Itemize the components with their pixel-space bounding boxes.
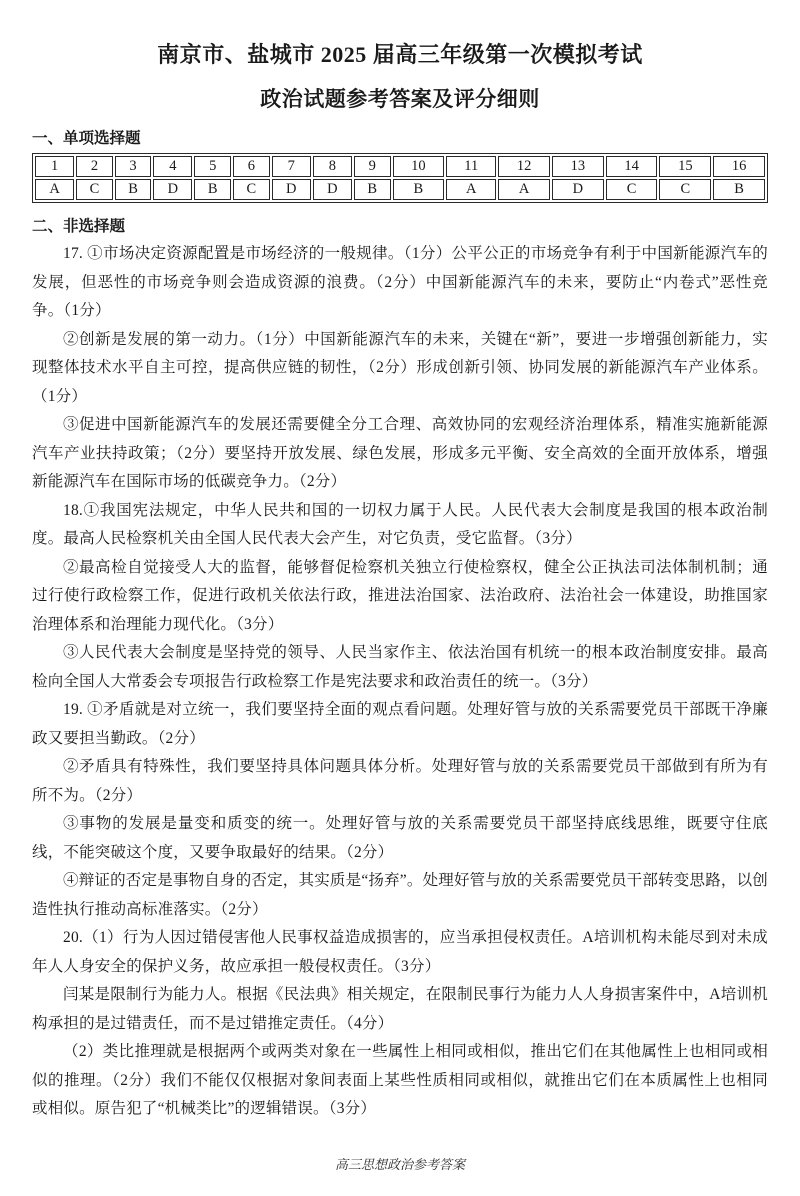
answer-table-answer-cell: A <box>446 179 496 200</box>
answer-table-number-cell: 3 <box>115 156 152 177</box>
answer-paragraph: ②最高检自觉接受人大的监督，能够督促检察机关独立行使检察权，健全公正执法司法体制机制；通过行使行政检察工作，促进行政机关依法行政，推进法治国家、法治政府、法治社会一体建设，助推国家治理体系和治理能力现代化。（3分） <box>32 558 768 633</box>
answer-table-number-row <box>35 156 765 177</box>
answer-table-number-cell: 13 <box>552 156 604 177</box>
answer-paragraph: ③事物的发展是量变和质变的统一。处理好管与放的关系需要党员干部坚持底线思维，既要守住底线，不能突破这个度，又要争取最好的结果。（2分） <box>32 815 768 861</box>
section-heading-free-response: 二、非选择题 <box>32 218 126 235</box>
answer-table-answer-cell: A <box>498 179 550 200</box>
answer-table-answer-cell: C <box>233 179 270 200</box>
answer-table-number-cell: 6 <box>233 156 270 177</box>
answer-paragraph: 18.①我国宪法规定，中华人民共和国的一切权力属于人民。人民代表大会制度是我国的根本政治制度。最高人民检察机关由全国人民代表大会产生，对它负责，受它监督。（3分） <box>32 501 768 547</box>
answer-table-number-cell: 9 <box>354 156 391 177</box>
answer-table-answer-cell: C <box>76 179 113 200</box>
answer-table-answer-cell: D <box>272 179 311 200</box>
document-subtitle: 政治试题参考答案及评分细则 <box>260 87 540 111</box>
answer-paragraph: ③促进中国新能源汽车的发展还需要健全分工合理、高效协同的宏观经济治理体系，精准实施新能源汽车产业扶持政策；（2分）要坚持开放发展、绿色发展，形成多元平衡、安全高效的全面开放体系，增强新能源汽车在国际市场的低碳竞争力。（2分） <box>32 416 768 490</box>
answer-table-answer-cell: C <box>606 179 658 200</box>
answer-table-number-cell: 5 <box>194 156 231 177</box>
answer-table-number-cell: 15 <box>659 156 711 177</box>
document-title: 南京市、盐城市 2025 届高三年级第一次模拟考试 <box>157 42 643 67</box>
answer-table-number-cell: 11 <box>446 156 496 177</box>
answer-table-number-cell: 10 <box>393 156 445 177</box>
answer-table-answer-cell: C <box>659 179 711 200</box>
answer-table-number-cell: 14 <box>606 156 658 177</box>
answer-table-number-cell: 4 <box>153 156 192 177</box>
answer-table-number-cell: 12 <box>498 156 550 177</box>
answer-table-answer-cell: B <box>393 179 445 200</box>
answer-table-number-cell: 16 <box>713 156 765 177</box>
answer-table-answer-cell: D <box>552 179 604 200</box>
answer-table-answer-cell: B <box>115 179 152 200</box>
answer-paragraph: （2）类比推理就是根据两个或两类对象在一些属性上相同或相似，推出它们在其他属性上也相同或相似的推理。（2分）我们不能仅仅根据对象间表面上某些性质相同或相似，就推出它们在本质属性上也相同或相似。原告犯了“机械类比”的逻辑错误。（3分） <box>32 1043 768 1117</box>
answer-table-number-cell: 2 <box>76 156 113 177</box>
answer-key-table <box>32 153 768 203</box>
answer-table-answer-cell: D <box>313 179 352 200</box>
answer-paragraph: ②创新是发展的第一动力。（1分）中国新能源汽车的未来，关键在“新”，要进一步增强创新能力，实现整体技术水平自主可控，提高供应链的韧性，（2分）形成创新引领、协同发展的新能源汽车产业体系。（1分） <box>32 330 768 405</box>
answer-paragraph: 20.（1）行为人因过错侵害他人民事权益造成损害的，应当承担侵权责任。A培训机构未能尽到对未成年人人身安全的保护义务，故应承担一般侵权责任。（3分） <box>32 929 768 975</box>
answer-paragraph: 闫某是限制行为能力人。根据《民法典》相关规定，在限制民事行为能力人人身损害案件中，A培训机构承担的是过错责任，而不是过错推定责任。（4分） <box>32 986 768 1032</box>
page-footer: 高三思想政治参考答案 <box>334 1156 465 1172</box>
answer-table-answer-row <box>35 179 765 200</box>
answer-table-answer-cell: B <box>713 179 765 200</box>
answer-table-number-cell: 8 <box>313 156 352 177</box>
answer-paragraph: ④辩证的否定是事物自身的否定，其实质是“扬弃”。处理好管与放的关系需要党员干部转变思路，以创造性执行推动高标准落实。（2分） <box>32 872 768 918</box>
answer-table-answer-cell: B <box>354 179 391 200</box>
answer-paragraph: ②矛盾具有特殊性，我们要坚持具体问题具体分析。处理好管与放的关系需要党员干部做到有所为有所不为。（2分） <box>32 758 768 804</box>
answer-table-number-cell: 1 <box>35 156 74 177</box>
answers-body <box>32 240 768 1124</box>
answer-table-answer-cell: A <box>35 179 74 200</box>
answer-paragraph: 19. ①矛盾就是对立统一，我们要坚持全面的观点看问题。处理好管与放的关系需要党员干部既干净廉政又要担当勤政。（2分） <box>32 701 768 747</box>
answer-table-number-cell: 7 <box>272 156 311 177</box>
answer-paragraph: 17. ①市场决定资源配置是市场经济的一般规律。（1分）公平公正的市场竞争有利于中国新能源汽车的发展，但恶性的市场竞争则会造成资源的浪费。（2分）中国新能源汽车的未来，要防止“内卷式”恶性竞争。（1分） <box>32 245 768 319</box>
answer-table-answer-cell: B <box>194 179 231 200</box>
answer-table-answer-cell: D <box>153 179 192 200</box>
answer-paragraph: ③人民代表大会制度是坚持党的领导、人民当家作主、依法治国有机统一的根本政治制度安排。最高检向全国人大常委会专项报告行政检察工作是宪法要求和政治责任的统一。（3分） <box>32 644 768 690</box>
section-heading-multiple-choice: 一、单项选择题 <box>32 130 141 147</box>
